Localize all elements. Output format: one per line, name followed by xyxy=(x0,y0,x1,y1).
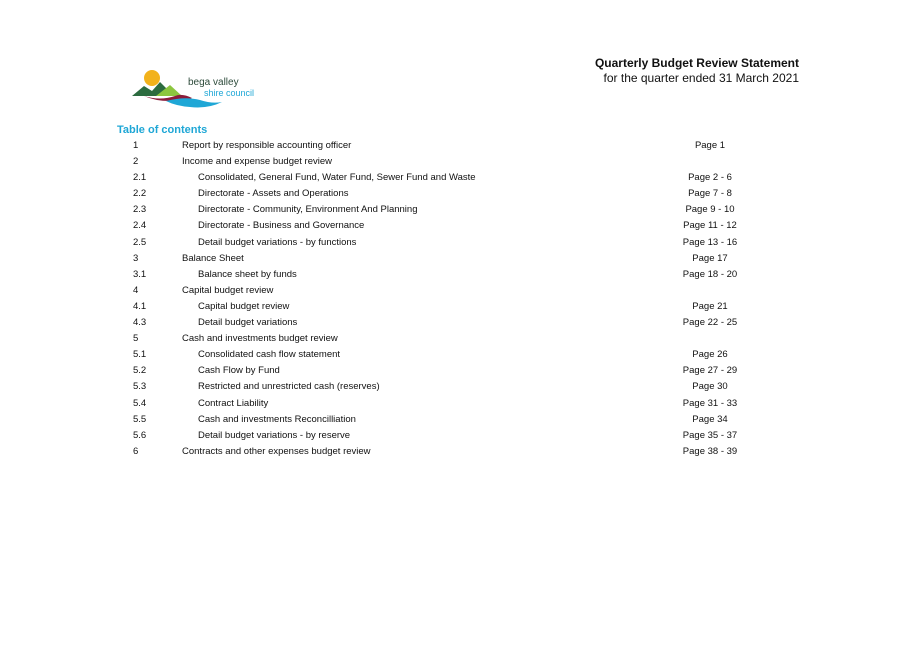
toc-section-number: 5 xyxy=(133,333,139,345)
toc-row[interactable] xyxy=(0,412,917,428)
toc-section-title: Contract Liability xyxy=(198,397,269,409)
toc-section-number: 5.2 xyxy=(133,365,147,377)
toc-row[interactable] xyxy=(0,396,917,412)
toc-section-number: 1 xyxy=(133,140,139,151)
toc-row[interactable] xyxy=(0,170,917,186)
toc-page-reference: Page 31 - 33 xyxy=(682,397,738,409)
council-logo-graphic xyxy=(130,69,270,113)
toc-section-number: 4 xyxy=(133,284,139,296)
toc-row[interactable] xyxy=(0,444,917,460)
report-title: Quarterly Budget Review Statement xyxy=(594,56,799,70)
toc-row[interactable] xyxy=(0,283,917,299)
toc-page-reference: Page 21 xyxy=(692,300,728,312)
report-subtitle: for the quarter ended 31 March 2021 xyxy=(603,71,799,85)
toc-section-number: 5.6 xyxy=(133,429,147,441)
toc-row[interactable] xyxy=(0,218,917,234)
toc-section-number: 6 xyxy=(133,445,139,457)
toc-section-title: Restricted and unrestricted cash (reserves) xyxy=(198,381,380,393)
toc-section-number: 5.3 xyxy=(133,381,147,393)
toc-section-title: Detail budget variations - by reserve xyxy=(198,429,351,441)
toc-row[interactable] xyxy=(0,235,917,251)
council-logo xyxy=(130,69,270,113)
toc-section-title: Capital budget review xyxy=(198,300,290,312)
toc-page-reference: Page 18 - 20 xyxy=(682,268,738,280)
toc-row[interactable] xyxy=(0,331,917,347)
toc-page-reference: Page 13 - 16 xyxy=(682,236,738,248)
toc-page-reference: Page 7 - 8 xyxy=(688,188,732,200)
toc-section-title: Consolidated cash flow statement xyxy=(198,349,341,361)
toc-row[interactable] xyxy=(0,154,917,170)
toc-row[interactable] xyxy=(0,379,917,395)
toc-heading: Table of contents xyxy=(117,124,208,136)
toc-row[interactable] xyxy=(0,347,917,363)
toc-section-number: 2.3 xyxy=(133,204,147,216)
toc-row[interactable] xyxy=(0,186,917,202)
toc-row[interactable] xyxy=(0,315,917,331)
toc-page-reference: Page 11 - 12 xyxy=(683,220,737,232)
logo-text-shire-council: shire council xyxy=(204,88,255,98)
toc-row[interactable] xyxy=(0,202,917,218)
toc-section-number: 5.1 xyxy=(133,349,147,361)
toc-page-reference: Page 22 - 25 xyxy=(682,317,738,329)
toc-section-title: Contracts and other expenses budget review xyxy=(182,445,371,457)
toc-page-reference: Page 34 xyxy=(692,413,728,425)
toc-section-title: Detail budget variations - by functions xyxy=(198,236,357,248)
toc-section-title: Detail budget variations xyxy=(198,317,298,329)
toc-section-number: 3.1 xyxy=(133,268,147,280)
toc-section-title: Cash and investments Reconcilliation xyxy=(198,413,356,425)
toc-section-number: 5.4 xyxy=(133,397,147,409)
table-of-contents xyxy=(0,138,917,460)
toc-section-number: 3 xyxy=(133,252,139,264)
report-title-block xyxy=(595,56,799,86)
toc-section-number: 4.1 xyxy=(133,300,147,312)
toc-section-title: Directorate - Assets and Operations xyxy=(198,188,349,200)
toc-section-number: 2.4 xyxy=(133,220,147,232)
toc-section-title: Cash and investments budget review xyxy=(182,333,338,345)
toc-page-reference: Page 9 - 10 xyxy=(685,204,735,216)
toc-page-reference: Page 1 xyxy=(694,140,726,151)
toc-section-title: Report by responsible accounting officer xyxy=(182,140,352,151)
logo-text-bega-valley: bega valley xyxy=(188,77,239,88)
toc-section-title: Consolidated, General Fund, Water Fund, Sewer Fund and Waste xyxy=(198,172,476,184)
toc-page-reference: Page 17 xyxy=(692,252,728,264)
toc-page-reference: Page 30 xyxy=(692,381,728,393)
toc-page-reference: Page 38 - 39 xyxy=(682,445,738,457)
toc-page-reference: Page 26 xyxy=(692,349,728,361)
toc-section-title: Capital budget review xyxy=(182,284,274,296)
toc-row[interactable] xyxy=(0,138,917,154)
toc-section-number: 5.5 xyxy=(133,413,147,425)
toc-row[interactable] xyxy=(0,267,917,283)
toc-page-reference: Page 27 - 29 xyxy=(682,365,738,377)
toc-row[interactable] xyxy=(0,428,917,444)
toc-section-title: Directorate - Business and Governance xyxy=(198,220,365,232)
toc-row[interactable] xyxy=(0,363,917,379)
toc-section-number: 2.5 xyxy=(133,236,147,248)
toc-section-number: 2.2 xyxy=(133,188,147,200)
toc-section-number: 4.3 xyxy=(133,317,147,329)
toc-section-title: Cash Flow by Fund xyxy=(198,365,280,377)
toc-page-reference: Page 35 - 37 xyxy=(682,429,738,441)
toc-section-title: Balance Sheet xyxy=(182,252,244,264)
toc-row[interactable] xyxy=(0,251,917,267)
toc-section-number: 2.1 xyxy=(133,172,147,184)
toc-section-title: Income and expense budget review xyxy=(182,156,332,168)
toc-section-number: 2 xyxy=(133,156,139,168)
toc-row[interactable] xyxy=(0,299,917,315)
toc-page-reference: Page 2 - 6 xyxy=(688,172,732,184)
toc-section-title: Balance sheet by funds xyxy=(198,268,297,280)
toc-section-title: Directorate - Community, Environment And Planning xyxy=(198,204,418,216)
